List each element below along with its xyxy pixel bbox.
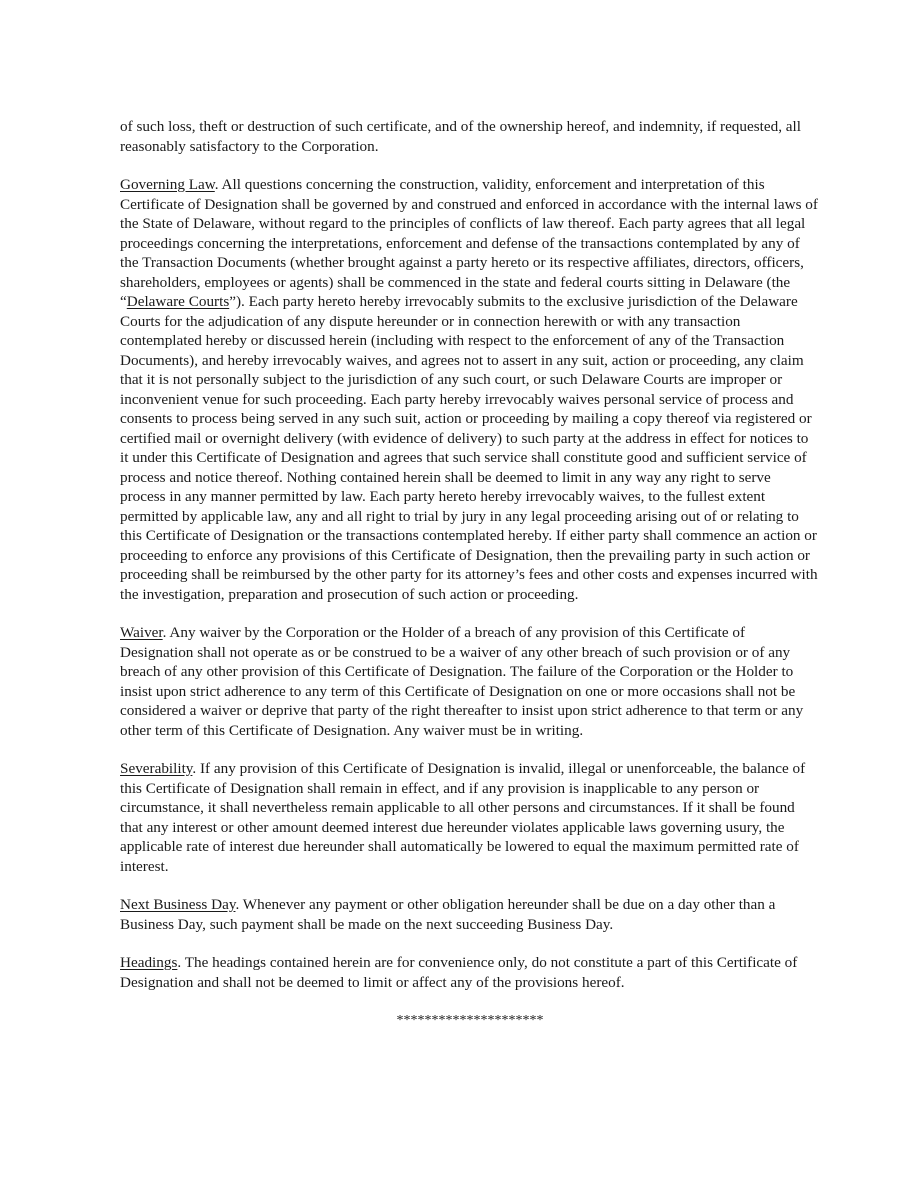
intro-paragraph <box>120 117 820 156</box>
next-business-day-text: . Whenever any payment or other obligation hereunder shall be due on a day other than a Business Day, such payment shall be made on the next succeeding Business Day. <box>120 896 776 933</box>
severability-paragraph <box>120 759 820 876</box>
next-business-day-paragraph <box>120 895 820 934</box>
governing-law-text-after: ”). Each party hereto hereby irrevocably submits to the exclusive jurisdiction of the Delaware Courts for the adjudication of any dispute hereunder or in connection herewith or with any transaction contemplated hereby or discussed herein (including with respect to the enforcement of any of the Transaction Documents), and hereby irrevocably waives, and agrees not to assert in any suit, action or proceeding, any claim that it is not personally subject to the jurisdiction of any such court, or such Delaware Courts are improper or inconvenient venue for such proceeding. Each party hereby irrevocably waives personal service of process and consents to process being served in any such suit, action or proceeding by mailing a copy thereof via registered or certified mail or overnight delivery (with evidence of delivery) to such party at the address in effect for notices to it under this Certificate of Designation and agrees that such service shall constitute good and sufficient service of process and notice thereof. Nothing contained herein shall be deemed to limit in any way any right to serve process in any manner permitted by law. Each party hereto hereby irrevocably waives, to the fullest extent permitted by applicable law, any and all right to trial by jury in any legal proceeding arising out of or relating to this Certificate of Designation or the transactions contemplated hereby. If either party shall commence an action or proceeding to enforce any provisions of this Certificate of Designation, then the prevailing party in such action or proceeding shall be reimbursed by the other party for its attorney’s fees and other costs and expenses incurred with the investigation, preparation and prosecution of such action or proceeding. <box>120 293 818 603</box>
governing-law-paragraph <box>120 175 820 604</box>
headings-paragraph <box>120 953 820 992</box>
severability-text: . If any provision of this Certificate of Designation is invalid, illegal or unenforceable, the balance of this Certificate of Designation shall remain in effect, and if any provision is inapplicable to any person or circumstance, it shall nevertheless remain applicable to all other persons and circumstances. If it shall be found that any interest or other amount deemed interest due hereunder violates applicable laws governing usury, the applicable rate of interest due hereunder shall automatically be lowered to equal the maximum permitted rate of interest. <box>120 760 806 875</box>
end-marker: ********************* <box>396 1013 544 1028</box>
waiver-paragraph <box>120 623 820 740</box>
next-business-day-heading: Next Business Day <box>120 896 236 913</box>
delaware-courts-term: Delaware Courts <box>126 293 230 310</box>
waiver-heading: Waiver <box>120 624 163 641</box>
document-body <box>120 117 820 1031</box>
waiver-text: . Any waiver by the Corporation or the Holder of a breach of any provision of this Certificate of Designation shall not operate as or be construed to be a waiver of any other breach of such provision or of any breach of any other provision of this Certificate of Designation. The failure of the Corporation or the Holder to insist upon strict adherence to any term of this Certificate of Designation on one or more occasions shall not be considered a waiver or deprive that party of the right thereafter to insist upon strict adherence to that term or any other term of this Certificate of Designation. Any waiver must be in writing. <box>120 624 804 739</box>
severability-heading: Severability <box>120 760 193 777</box>
governing-law-heading: Governing Law <box>120 176 215 193</box>
governing-law-text-before: . All questions concerning the construction, validity, enforcement and interpretation of this Certificate of Designation shall be governed by and construed and enforced in accordance with the internal laws of the State of Delaware, without regard to the principles of conflicts of law thereof. Each party agrees that all legal proceedings concerning the interpretations, enforcement and defense of the transactions contemplated by any of the Transaction Documents (whether brought against a party hereto or its respective affiliates, directors, officers, shareholders, employees or agents) shall be commenced in the state and federal courts sitting in Delaware (the “ <box>120 176 818 310</box>
headings-heading: Headings <box>120 954 178 971</box>
headings-text: . The headings contained herein are for convenience only, do not constitute a part of this Certificate of Designation and shall not be deemed to limit or affect any of the provisions hereof. <box>120 954 798 991</box>
intro-text: of such loss, theft or destruction of such certificate, and of the ownership hereof, and indemnity, if requested, all reasonably satisfactory to the Corporation. <box>120 118 801 155</box>
